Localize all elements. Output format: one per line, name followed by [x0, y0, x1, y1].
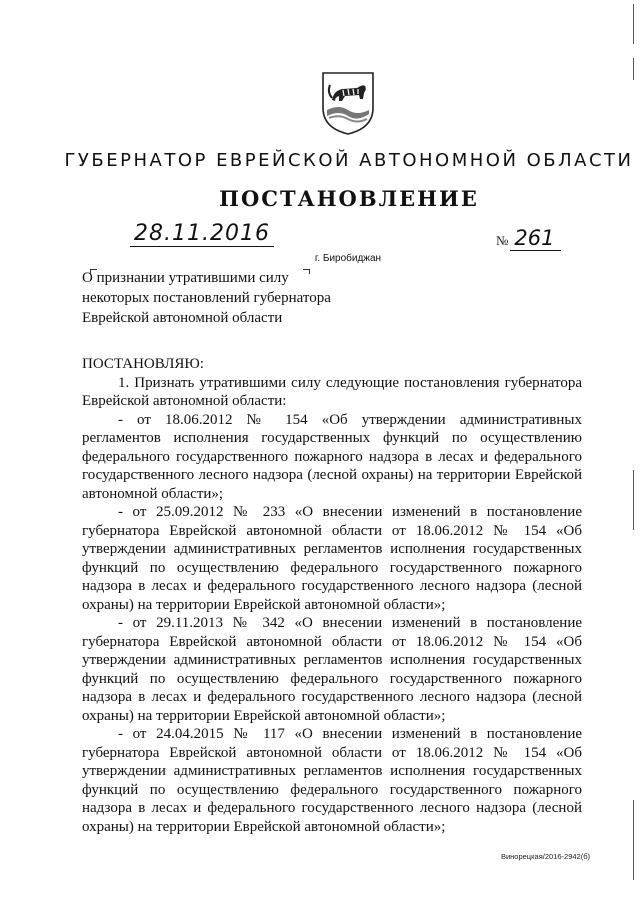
handwritten-date: 28.11.2016 — [130, 222, 274, 247]
subject-block — [82, 268, 382, 328]
city-line: г. Биробиджан — [314, 253, 382, 264]
decree-body — [82, 355, 582, 836]
decree-opening: ПОСТАНОВЛЯЮ: — [82, 356, 204, 372]
repealed-act-item: - от 24.04.2015 № 117 «О внесении изменений в постановление губернатора Еврейской автономной области от 18.06.2012 № 154 «Об утверждении административных регламентов исполнения государственных функций по осуществлению федерального государственного пожарного надзора в лесах и федерального государственного лесного надзора (лесной охраны) на территории Еврейской автономной области»; — [82, 726, 582, 835]
scan-edge-mark — [633, 58, 634, 80]
handwritten-number: 261 — [510, 226, 560, 251]
document-number — [496, 226, 561, 250]
subject-line: О признании утратившими силу — [82, 270, 289, 286]
executor-code: Винорецкая/2016-2942(б) — [500, 852, 590, 861]
scan-edge-mark — [633, 800, 634, 880]
repealed-act-item: - от 29.11.2013 № 342 «О внесении изменений в постановление губернатора Еврейской автономной области от 18.06.2012 № 154 «Об утверждении административных регламентов исполнения государственных функций по осуществлению федерального государственного пожарного надзора в лесах и федерального государственного лесного надзора (лесной охраны) на территории Еврейской автономной области»; — [82, 615, 582, 724]
decree-item-1: 1. Признать утратившими силу следующие постановления губернатора Еврейской автономной области: — [82, 374, 582, 409]
repealed-act-item: - от 25.09.2012 № 233 «О внесении изменений в постановление губернатора Еврейской автономной области от 18.06.2012 № 154 «Об утверждении административных регламентов исполнения государственных функций по осуществлению федерального государственного пожарного надзора в лесах и федерального государственного лесного надзора (лесной охраны) на территории Еврейской автономной области»; — [82, 504, 582, 613]
scan-edge-mark — [633, 4, 634, 44]
authority-title: ГУБЕРНАТОР ЕВРЕЙСКОЙ АВТОНОМНОЙ ОБЛАСТИ — [64, 150, 634, 171]
document-type-title: ПОСТАНОВЛЕНИЕ — [219, 186, 479, 211]
number-sign: № — [496, 233, 509, 248]
coat-of-arms-icon — [319, 70, 377, 136]
subject-line: некоторых постановлений губернатора — [82, 290, 331, 306]
scan-edge-mark — [633, 470, 634, 530]
repealed-act-item: - от 18.06.2012 № 154 «Об утверждении административных регламентов исполнения государственных функций по осуществлению федерального государственного пожарного надзора в лесах и федерального государственного лесного надзора (лесной охраны) на территории Еврейской автономной области»; — [82, 411, 582, 502]
subject-line: Еврейской автономной области — [82, 310, 283, 326]
